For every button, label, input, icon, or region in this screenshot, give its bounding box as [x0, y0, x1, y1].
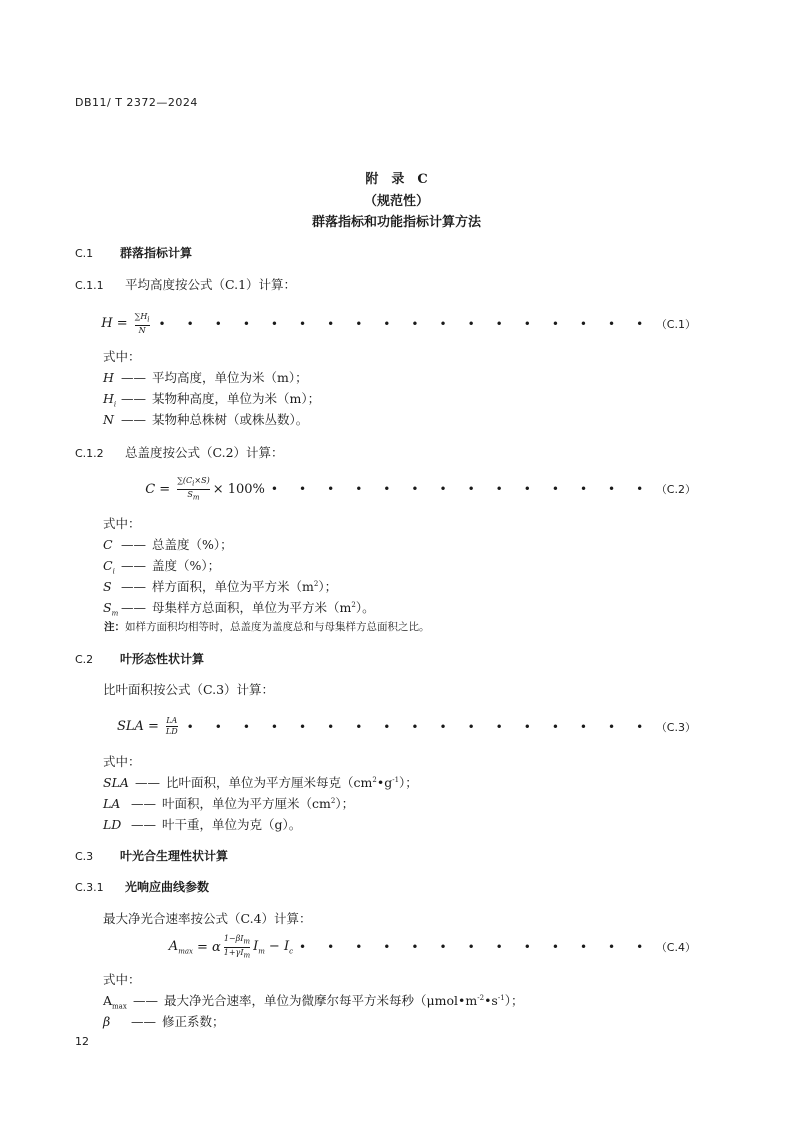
- variable-desc: 某物种总株树（或株丛数）。: [152, 412, 309, 427]
- page-number: 12: [75, 1035, 89, 1048]
- variable-row: [103, 535, 233, 553]
- variable-row: [103, 815, 301, 833]
- formula-multiplier: × 100%: [212, 481, 265, 497]
- formula-c4: [169, 934, 696, 960]
- dash: ——: [121, 391, 146, 406]
- where-label: 式中：: [103, 754, 141, 769]
- dash: ——: [121, 412, 146, 427]
- clause-text: 总盖度按公式（C.2）计算：: [125, 445, 284, 460]
- leader-dots: • • • • • • • • • • • • • • • • •: [186, 719, 652, 734]
- variable-desc: 最大净光合速率，单位为微摩尔每平方米每秒$(\mu mol•m^{-2}•s^{-1})$；: [164, 993, 524, 1008]
- variable-symbol: N: [103, 412, 114, 427]
- dash: ——: [121, 370, 146, 385]
- formula-lhs: $A_{max}$: [168, 938, 193, 956]
- formula-c2: [145, 476, 696, 502]
- formula-number: （C.1）: [655, 317, 696, 331]
- clause-number: C.1.1: [75, 279, 104, 292]
- formula-lhs: C =: [145, 481, 171, 497]
- variable-symbol: S: [103, 579, 112, 594]
- section-c2: [75, 650, 204, 667]
- variable-symbol: H: [103, 370, 114, 385]
- fraction: [166, 716, 178, 737]
- section-number: C.1: [75, 247, 94, 260]
- variable-row: [103, 794, 354, 812]
- variable-row: [103, 991, 523, 1011]
- dash: ——: [121, 579, 146, 594]
- formula-term: − $I_c$: [268, 938, 294, 956]
- variable-symbol: $S_m$: [103, 600, 119, 618]
- clause-c1-1: [75, 275, 296, 293]
- section-title: 叶形态性状计算: [120, 652, 205, 666]
- where-label: 式中：: [103, 516, 141, 531]
- where-label: 式中：: [103, 349, 141, 364]
- variable-row: [103, 577, 337, 595]
- dash: ——: [131, 796, 156, 811]
- where-label: 式中：: [103, 972, 141, 987]
- document-code: DB11/ T 2372—2024: [75, 96, 198, 109]
- variable-symbol: SLA: [103, 775, 129, 790]
- numerator-subscript: i: [147, 315, 150, 324]
- section-title: 光响应曲线参数: [125, 880, 210, 894]
- denominator: 1+γI: [223, 947, 244, 957]
- appendix-subtitle: （规范性）: [363, 194, 429, 209]
- fraction: $\frac{1-\beta I_m}{1+\gamma I_m}$: [223, 934, 251, 960]
- formula-lhs: SLA =: [116, 719, 159, 734]
- appendix-title: 附 录 C: [365, 172, 428, 187]
- formula-c1: [101, 312, 696, 336]
- leader-dots: • • • • • • • • • • • • • •: [270, 482, 652, 497]
- variable-desc: 修正系数；: [162, 1014, 225, 1029]
- numerator: ∑H: [134, 312, 148, 321]
- formula-eq: = α: [196, 939, 221, 955]
- section-c3-1: [75, 878, 209, 895]
- clause-number: C.1.2: [75, 447, 104, 460]
- formula-number: （C.2）: [655, 483, 696, 497]
- variable-row: [103, 368, 308, 386]
- denominator: LD: [165, 727, 178, 736]
- section-title: 叶光合生理性状计算: [120, 849, 229, 863]
- variable-row: [103, 773, 418, 791]
- variable-desc: 盖度（%）；: [152, 558, 221, 573]
- formula-number: （C.3）: [655, 720, 696, 734]
- variable-row: [103, 556, 220, 576]
- dash: ——: [121, 537, 146, 552]
- dash: ——: [121, 600, 146, 615]
- numerator: 1−βI: [223, 934, 244, 943]
- paragraph: 最大净光合速率按公式（C.4）计算：: [103, 911, 312, 926]
- variable-row: [103, 1012, 225, 1030]
- variable-row: [103, 598, 375, 618]
- fraction: [135, 312, 150, 336]
- variable-symbol: β: [103, 1014, 111, 1029]
- section-number: C.2: [75, 653, 94, 666]
- section-title: 群落指标计算: [120, 246, 193, 260]
- dash: ——: [131, 1014, 156, 1029]
- variable-desc: 比叶面积，单位为平方厘米每克$(cm^2•g^{-1})$；: [166, 775, 418, 790]
- variable-symbol: LA: [103, 796, 121, 811]
- dash: ——: [131, 817, 156, 832]
- clause-c1-2: [75, 443, 284, 461]
- numerator: LA: [166, 716, 178, 725]
- variable-symbol: $C_i$: [103, 558, 115, 576]
- variable-symbol: $H_i$: [103, 391, 117, 409]
- dash: ——: [135, 775, 160, 790]
- numerator: ∑(C: [177, 476, 193, 485]
- variable-symbol: $A_{max}$: [103, 993, 127, 1011]
- note: [104, 619, 430, 634]
- clause-text: 平均高度按公式（C.1）计算：: [125, 277, 297, 292]
- variable-symbol: C: [103, 537, 113, 552]
- variable-desc: 平均高度，单位为米（m）；: [152, 370, 308, 385]
- leader-dots: • • • • • • • • • • • • • • • • • •: [158, 316, 652, 331]
- variable-row: [103, 410, 308, 428]
- paragraph: 比叶面积按公式（C.3）计算：: [103, 682, 275, 697]
- section-number: C.3.1: [75, 881, 104, 894]
- variable-desc: 叶干重，单位为克（g）。: [162, 817, 302, 832]
- dash: ——: [121, 558, 146, 573]
- formula-lhs: H =: [101, 316, 128, 332]
- formula-term: $I_m$: [253, 938, 265, 956]
- variable-desc: 叶面积，单位为平方厘米$(cm^2)$；: [162, 796, 355, 811]
- leader-dots: • • • • • • • • • • • • •: [299, 940, 652, 955]
- denominator: N: [138, 325, 146, 335]
- section-number: C.3: [75, 850, 94, 863]
- denominator: S: [187, 489, 193, 499]
- variable-desc: 某物种高度，单位为米（m）；: [152, 391, 321, 406]
- note-label: 注：: [104, 621, 125, 633]
- variable-desc: 母集样方总面积，单位为平方米$(m^2)$。: [152, 600, 375, 615]
- section-c3: [75, 847, 228, 864]
- section-c1: [75, 244, 192, 261]
- variable-symbol: LD: [103, 817, 122, 832]
- note-text: 如样方面积均相等时，总盖度为盖度总和与母集样方总面积之比。: [125, 621, 430, 633]
- dash: ——: [133, 993, 158, 1008]
- variable-row: [103, 389, 320, 409]
- variable-desc: 总盖度（%）；: [152, 537, 233, 552]
- appendix-name: 群落指标和功能指标计算方法: [311, 215, 481, 230]
- formula-number: （C.4）: [655, 941, 696, 955]
- fraction: $\frac{\sum(C_i\times S)}{S_m}$: [177, 476, 210, 502]
- formula-c3: [117, 716, 696, 737]
- variable-desc: 样方面积，单位为平方米$(m^2)$；: [152, 579, 338, 594]
